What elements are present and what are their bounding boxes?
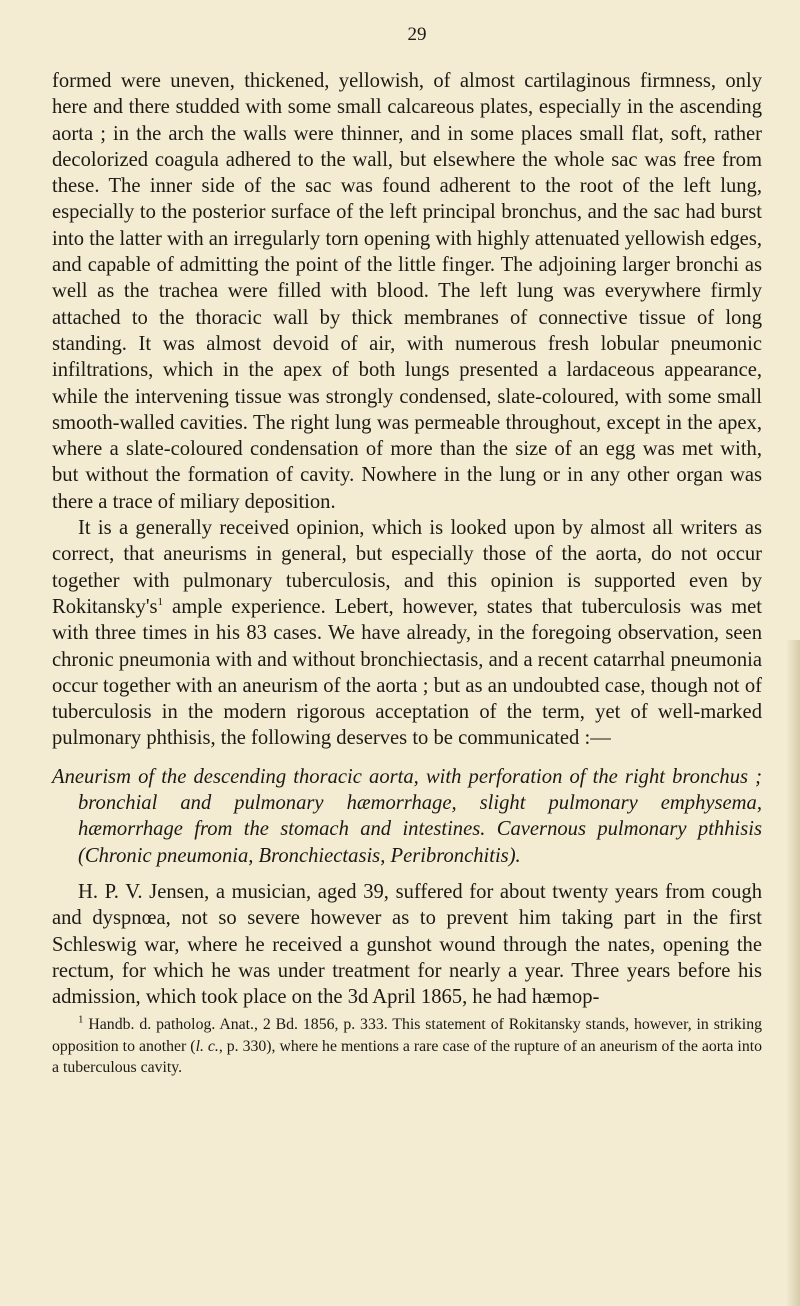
footnote	[52, 1014, 762, 1079]
paragraph-case-description: formed were uneven, thickened, yellowish, of almost cartilaginous firmness, only here and there studded with some small calcareous plates, especially in the ascending aorta ; in the arch the walls were thinner, and in some places small flat, soft, rather decolorized coagula adhered to the wall, but elsewhere the whole sac was free from these. The inner side of the sac was found adherent to the root of the left lung, especially to the posterior surface of the left principal bronchus, and the sac had burst into the latter with an irregularly torn opening with highly attenuated yellowish edges, and capable of admitting the point of the little finger. The adjoining larger bronchi as well as the trachea were filled with blood. The left lung was everywhere firmly attached to the thoracic wall by thick membranes of connective tissue of long standing. It was almost devoid of air, with numerous fresh lobular pneumonic infiltrations, which in the apex of both lungs presented a lardaceous appearance, while the intervening tissue was strongly condensed, slate-coloured, with some small smooth-walled cavities. The right lung was permeable throughout, except in the apex, where a slate-coloured condensation of more than the size of an egg was met with, but without the formation of cavity. Nowhere in the lung or in any other organ was there a trace of miliary deposition.	[52, 70, 762, 513]
footnote-text-end: , p. 330), where he mentions a rare case of the rupture of an aneurism of the aorta into a tuberculous cavity.	[52, 1037, 762, 1077]
paragraph-tuberculosis-opinion	[52, 515, 762, 752]
footnote-mark: 1	[78, 1014, 84, 1027]
footnote-reference: 1	[157, 596, 164, 609]
footnote-text-start: Handb. d. patholog. Anat., 2 Bd. 1856, p. 333. This statement of Rokitansky stands, however, in striking opposition to another (	[52, 1016, 762, 1055]
paragraph-patient-history: H. P. V. Jensen, a musician, aged 39, suffered for about twenty years from cough and dyspnœa, not so severe however as to prevent him taking part in the first Schleswig war, where he received a gunshot wound through the nates, opening the rectum, for which he was under treatment for nearly a year. Three years before his admission, which took place on the 3d April 1865, he had hæmop-	[52, 880, 762, 1009]
page-edge-shadow	[786, 640, 800, 1306]
case-heading: Aneurism of the descending thoracic aorta, with perforation of the right bronchus ; bronchial and pulmonary hæmorrhage, slight pulmonary emphysema, hæmorrhage from the stomach and intestines. Cavernous pulmonary pthhisis (Chronic pneumonia, Bronchiectasis, Peribronchitis).	[52, 765, 762, 867]
document-page	[52, 22, 762, 1079]
page-number: 29	[407, 24, 427, 45]
paragraph-text-after-ref: ample experience. Lebert, however, states that tuberculosis was met with three times in his 83 cases. We have already, in the foregoing observation, seen chronic pneumonia with and without bronchiectasis, and a recent catarrhal pneumonia occur together with an aneurism of the aorta ; but as an undoubted case, though not of tuberculosis in the modern rigorous acceptation of the term, yet of well-marked pulmonary phthisis, the following deserves to be communicated :—	[52, 595, 762, 750]
case-heading-block	[52, 764, 762, 869]
paragraph-text-before-ref: It is a generally received opinion, which is looked upon by almost all writers as correct, that aneurisms in general, but especially those of the aorta, do not occur together with pulmonary tuberculosis, and this opinion is supported even by Rokitansky's	[52, 517, 762, 618]
footnote-citation-italic: l. c.	[195, 1037, 219, 1055]
